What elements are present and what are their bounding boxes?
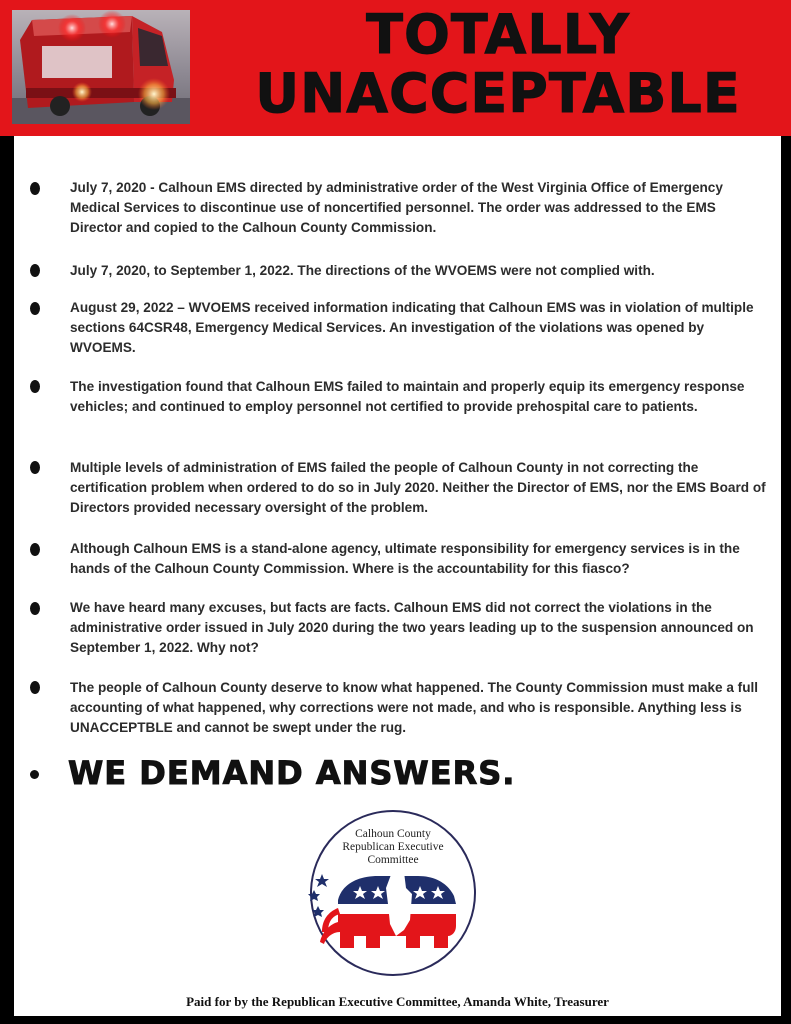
headline-line-2: UNACCEPTABLE	[255, 62, 741, 125]
bullet-text: July 7, 2020 - Calhoun EMS directed by administrative order of the West Virginia Office of Emergency Medical Services to discontinue use of noncertified personnel. The order was addressed to the EMS Director and copied to the Calhoun County Commission.	[70, 180, 723, 235]
bullet-icon	[30, 302, 40, 315]
headline	[218, 3, 778, 125]
demand-text: WE DEMAND ANSWERS.	[68, 754, 516, 792]
bullet-icon	[30, 602, 40, 615]
flyer-body	[14, 136, 781, 1016]
bullet-icon	[30, 681, 40, 694]
header-banner	[0, 0, 791, 136]
paid-for-disclaimer: Paid for by the Republican Executive Committee, Amanda White, Treasurer	[186, 994, 609, 1009]
committee-name-line-2: Republican Executive	[342, 841, 444, 853]
bullet-text: Although Calhoun EMS is a stand-alone agency, ultimate responsibility for emergency services is in the hands of the Calhoun County Commission. Where is the accountability for this fiasco?	[70, 541, 740, 576]
bullet-text: We have heard many excuses, but facts are facts. Calhoun EMS did not correct the violations in the administrative order issued in July 2020 during the two years leading up to the suspension announced on September 1, 2022. Why not?	[70, 600, 754, 655]
committee-logo	[308, 808, 478, 978]
bullet-icon	[30, 380, 40, 393]
bullet-text: Multiple levels of administration of EMS failed the people of Calhoun County in not correcting the certification problem when ordered to do so in July 2020. Neither the Director of EMS, nor the EMS Board of Directors provided necessary oversight of the problem.	[70, 460, 766, 515]
ambulance-icon	[12, 10, 190, 124]
bullet-text: The people of Calhoun County deserve to know what happened. The County Commission must make a full accounting of what happened, why corrections were not made, and who is responsible. Anything less is UNACCEPTBLE and cannot be swept under the rug.	[70, 680, 759, 735]
bullet-icon	[30, 264, 40, 277]
bullet-icon	[30, 770, 39, 779]
ambulance-photo	[12, 10, 190, 124]
bullet-text: The investigation found that Calhoun EMS failed to maintain and properly equip its emergency response vehicles; and continued to employ personnel not certified to provide prehospital care to patients.	[70, 379, 745, 414]
committee-name-line-3: Committee	[367, 854, 419, 866]
bullet-icon	[30, 182, 40, 195]
headline-line-1: TOTALLY	[366, 3, 630, 66]
bullet-icon	[30, 461, 40, 474]
committee-name-line-1: Calhoun County	[355, 828, 431, 840]
bullet-text: August 29, 2022 – WVOEMS received information indicating that Calhoun EMS was in violation of multiple sections 64CSR48, Emergency Medical Services. An investigation of the violations was opened by WVOEMS.	[70, 300, 754, 355]
bullet-text: July 7, 2020, to September 1, 2022. The directions of the WVOEMS were not complied with.	[70, 263, 655, 278]
committee-name	[328, 828, 458, 867]
bullet-icon	[30, 543, 40, 556]
